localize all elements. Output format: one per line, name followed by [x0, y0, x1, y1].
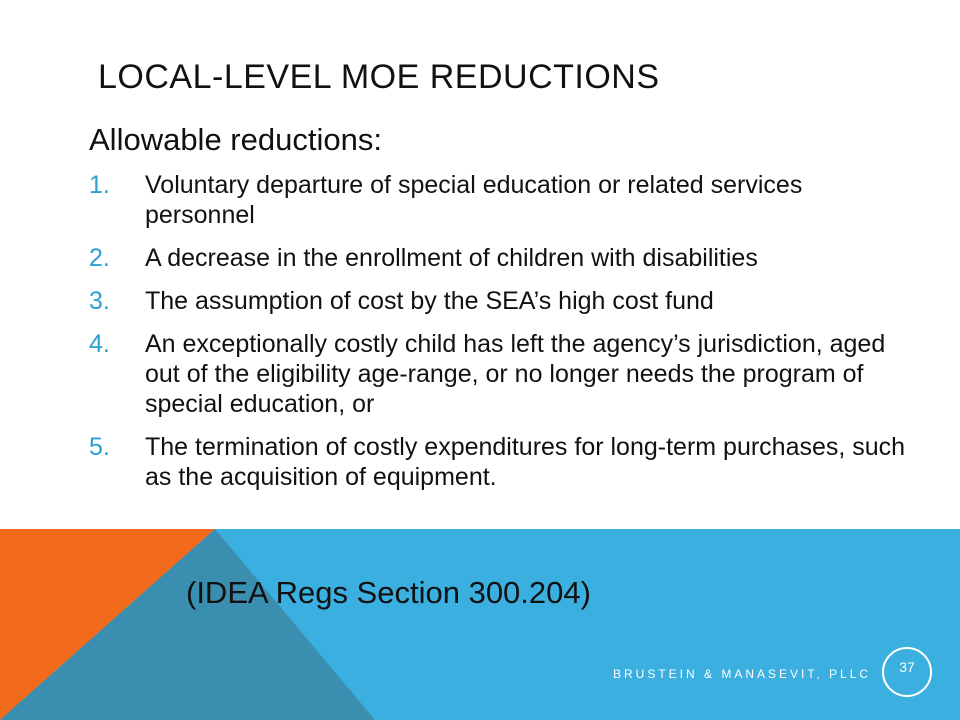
list-item-number: 3.	[89, 287, 110, 315]
list-item	[89, 432, 919, 492]
intro-heading: Allowable reductions:	[89, 122, 382, 157]
list-item-text: The termination of costly expenditures for long-term purchases, such as the acquisition of equipment.	[145, 433, 906, 491]
footer-text: BRUSTEIN & MANASEVIT, PLLC	[613, 667, 872, 681]
list-item	[89, 170, 919, 230]
slide-title: LOCAL-LEVEL MOE REDUCTIONS	[98, 58, 660, 96]
list-item	[89, 329, 919, 419]
list-item-text: Voluntary departure of special education or related services personnel	[145, 171, 803, 229]
list-item-number: 5.	[89, 433, 110, 461]
list-item-text: An exceptionally costly child has left the agency’s jurisdiction, aged out of the eligibility age-range, or no longer needs the program of special education, or	[145, 330, 886, 418]
list-item-text: The assumption of cost by the SEA’s high cost fund	[145, 287, 714, 315]
footer-band	[0, 529, 960, 720]
list-item-number: 1.	[89, 171, 110, 199]
page-number: 37	[899, 659, 915, 675]
reductions-list	[89, 170, 919, 505]
page-number-badge	[882, 647, 932, 697]
list-item-number: 4.	[89, 330, 110, 358]
list-item-text: A decrease in the enrollment of children with disabilities	[145, 244, 758, 272]
list-item	[89, 243, 919, 273]
list-item	[89, 286, 919, 316]
citation: (IDEA Regs Section 300.204)	[186, 575, 591, 610]
list-item-number: 2.	[89, 244, 110, 272]
